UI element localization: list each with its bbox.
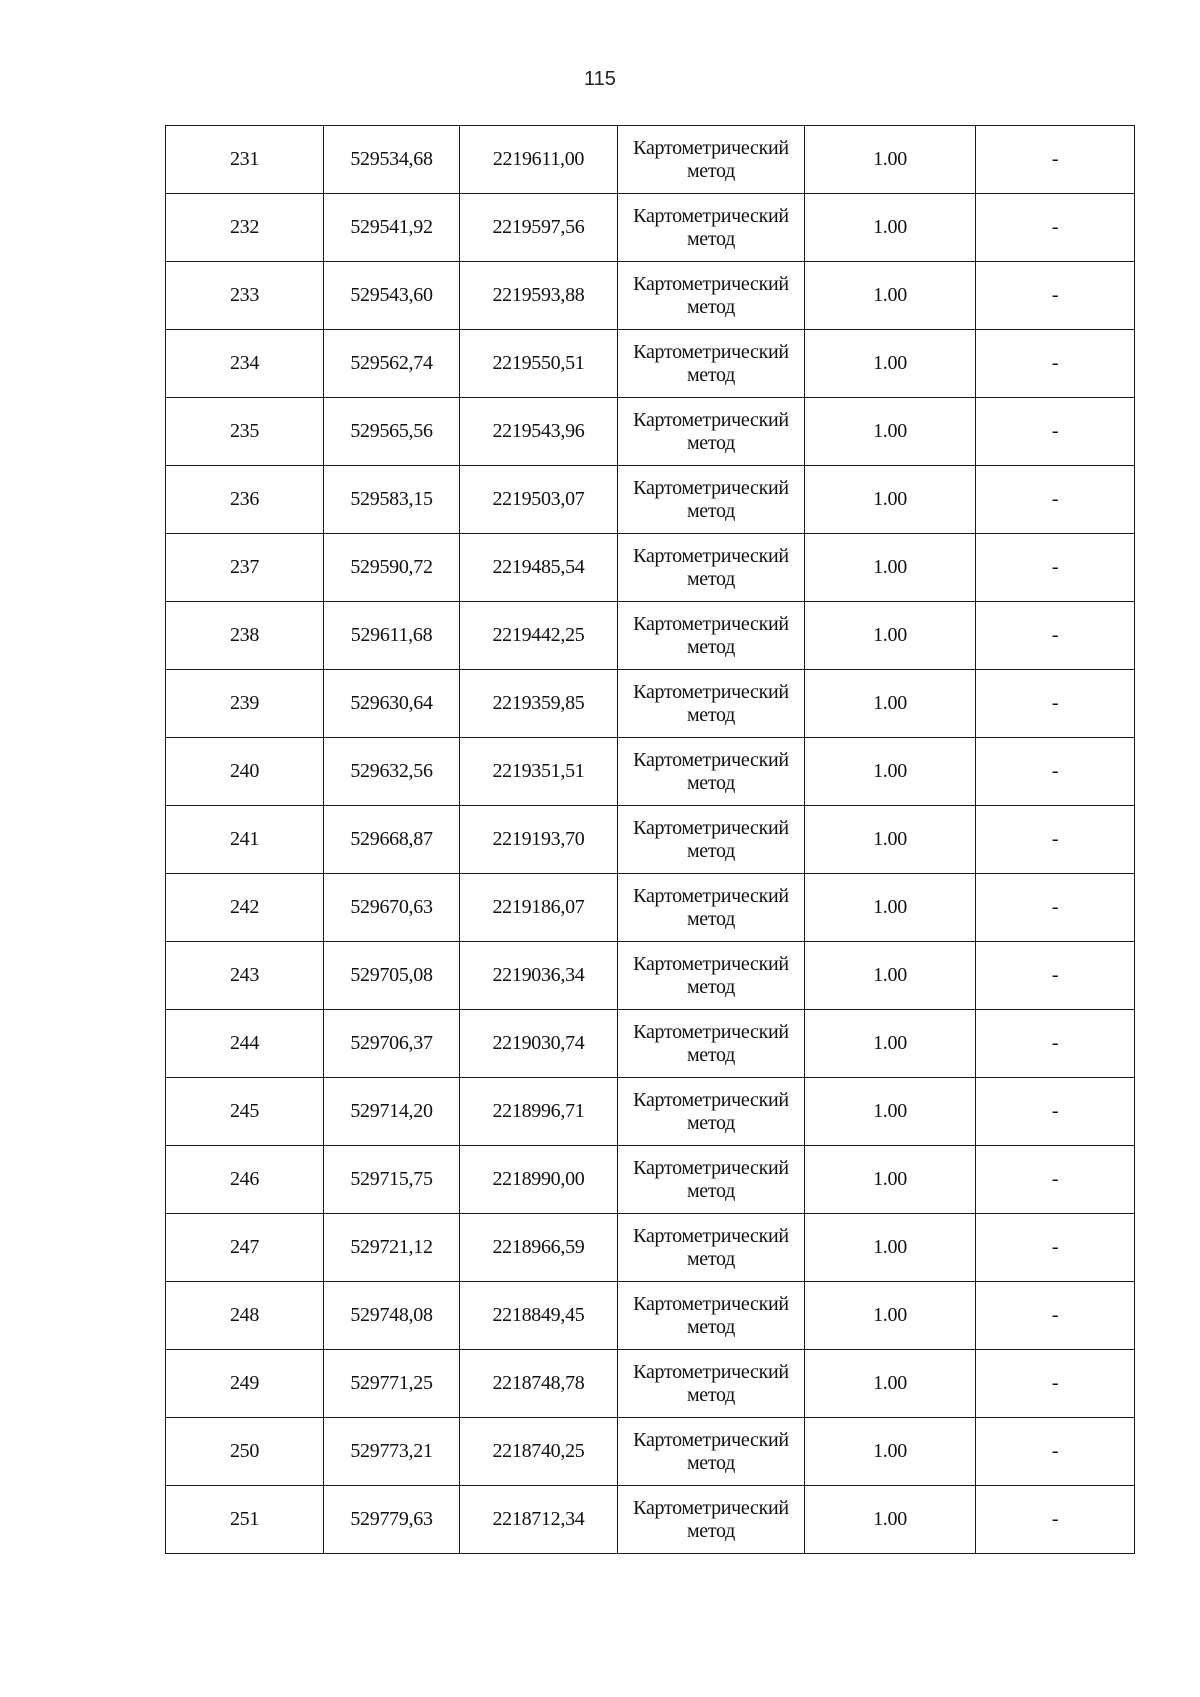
x-coordinate-cell: 529541,92 (324, 194, 460, 262)
method-cell (618, 330, 805, 398)
method-cell (618, 806, 805, 874)
accuracy-cell: 1.00 (805, 1010, 976, 1078)
table-row (166, 1146, 1135, 1214)
note-cell: - (976, 262, 1135, 330)
x-coordinate-cell: 529779,63 (324, 1486, 460, 1554)
method-cell (618, 602, 805, 670)
x-coordinate-cell: 529706,37 (324, 1010, 460, 1078)
note-cell: - (976, 534, 1135, 602)
accuracy-cell: 1.00 (805, 738, 976, 806)
method-line-1: Картометрический (633, 680, 789, 703)
accuracy-cell: 1.00 (805, 942, 976, 1010)
accuracy-cell: 1.00 (805, 262, 976, 330)
table-row (166, 1486, 1135, 1554)
note-cell: - (976, 670, 1135, 738)
x-coordinate-cell: 529721,12 (324, 1214, 460, 1282)
x-coordinate-cell: 529590,72 (324, 534, 460, 602)
method-cell (618, 398, 805, 466)
y-coordinate-cell: 2219593,88 (460, 262, 618, 330)
x-coordinate-cell: 529714,20 (324, 1078, 460, 1146)
note-cell: - (976, 126, 1135, 194)
method-line-2: метод (686, 1179, 736, 1202)
note-cell: - (976, 1282, 1135, 1350)
note-cell: - (976, 602, 1135, 670)
y-coordinate-cell: 2219442,25 (460, 602, 618, 670)
point-number-cell: 236 (166, 466, 324, 534)
y-coordinate-cell: 2219611,00 (460, 126, 618, 194)
method-cell (618, 1010, 805, 1078)
y-coordinate-cell: 2218748,78 (460, 1350, 618, 1418)
accuracy-cell: 1.00 (805, 1214, 976, 1282)
method-line-1: Картометрический (633, 476, 789, 499)
x-coordinate-cell: 529668,87 (324, 806, 460, 874)
point-number-cell: 244 (166, 1010, 324, 1078)
x-coordinate-cell: 529748,08 (324, 1282, 460, 1350)
method-line-1: Картометрический (633, 884, 789, 907)
table-row (166, 330, 1135, 398)
method-cell (618, 126, 805, 194)
point-number-cell: 248 (166, 1282, 324, 1350)
method-cell (618, 738, 805, 806)
accuracy-cell: 1.00 (805, 1078, 976, 1146)
point-number-cell: 250 (166, 1418, 324, 1486)
method-line-1: Картометрический (633, 1224, 789, 1247)
table-row (166, 262, 1135, 330)
accuracy-cell: 1.00 (805, 1146, 976, 1214)
method-line-2: метод (686, 1247, 736, 1270)
method-line-2: метод (686, 499, 736, 522)
method-line-2: метод (686, 295, 736, 318)
point-number-cell: 231 (166, 126, 324, 194)
method-line-2: метод (686, 1383, 736, 1406)
method-line-1: Картометрический (633, 340, 789, 363)
accuracy-cell: 1.00 (805, 602, 976, 670)
table-row (166, 1350, 1135, 1418)
note-cell: - (976, 330, 1135, 398)
x-coordinate-cell: 529771,25 (324, 1350, 460, 1418)
note-cell: - (976, 194, 1135, 262)
y-coordinate-cell: 2218996,71 (460, 1078, 618, 1146)
method-cell (618, 1486, 805, 1554)
method-line-2: метод (686, 1111, 736, 1134)
note-cell: - (976, 1486, 1135, 1554)
y-coordinate-cell: 2219036,34 (460, 942, 618, 1010)
note-cell: - (976, 874, 1135, 942)
note-cell: - (976, 1214, 1135, 1282)
accuracy-cell: 1.00 (805, 398, 976, 466)
table-row (166, 942, 1135, 1010)
method-line-2: метод (686, 1043, 736, 1066)
method-line-1: Картометрический (633, 952, 789, 975)
table-row (166, 126, 1135, 194)
method-cell (618, 1146, 805, 1214)
y-coordinate-cell: 2219503,07 (460, 466, 618, 534)
x-coordinate-cell: 529543,60 (324, 262, 460, 330)
method-line-1: Картометрический (633, 1020, 789, 1043)
x-coordinate-cell: 529715,75 (324, 1146, 460, 1214)
table-row (166, 1010, 1135, 1078)
method-line-1: Картометрический (633, 1292, 789, 1315)
table-row (166, 194, 1135, 262)
x-coordinate-cell: 529632,56 (324, 738, 460, 806)
y-coordinate-cell: 2219543,96 (460, 398, 618, 466)
method-line-2: метод (686, 227, 736, 250)
point-number-cell: 232 (166, 194, 324, 262)
point-number-cell: 247 (166, 1214, 324, 1282)
accuracy-cell: 1.00 (805, 806, 976, 874)
method-line-2: метод (686, 1519, 736, 1542)
point-number-cell: 242 (166, 874, 324, 942)
method-line-1: Картометрический (633, 544, 789, 567)
x-coordinate-cell: 529565,56 (324, 398, 460, 466)
x-coordinate-cell: 529562,74 (324, 330, 460, 398)
table-row (166, 398, 1135, 466)
point-number-cell: 239 (166, 670, 324, 738)
y-coordinate-cell: 2219351,51 (460, 738, 618, 806)
method-cell (618, 670, 805, 738)
accuracy-cell: 1.00 (805, 194, 976, 262)
method-line-2: метод (686, 159, 736, 182)
method-line-2: метод (686, 771, 736, 794)
accuracy-cell: 1.00 (805, 466, 976, 534)
method-line-1: Картометрический (633, 408, 789, 431)
note-cell: - (976, 1418, 1135, 1486)
point-number-cell: 251 (166, 1486, 324, 1554)
method-cell (618, 1214, 805, 1282)
method-cell (618, 874, 805, 942)
note-cell: - (976, 806, 1135, 874)
method-line-2: метод (686, 839, 736, 862)
method-line-1: Картометрический (633, 1496, 789, 1519)
accuracy-cell: 1.00 (805, 534, 976, 602)
table-row (166, 806, 1135, 874)
method-line-1: Картометрический (633, 1428, 789, 1451)
table-row (166, 738, 1135, 806)
y-coordinate-cell: 2218740,25 (460, 1418, 618, 1486)
note-cell: - (976, 466, 1135, 534)
point-number-cell: 233 (166, 262, 324, 330)
method-line-2: метод (686, 975, 736, 998)
note-cell: - (976, 1010, 1135, 1078)
method-line-2: метод (686, 431, 736, 454)
x-coordinate-cell: 529583,15 (324, 466, 460, 534)
point-number-cell: 246 (166, 1146, 324, 1214)
x-coordinate-cell: 529773,21 (324, 1418, 460, 1486)
method-line-1: Картометрический (633, 272, 789, 295)
point-number-cell: 234 (166, 330, 324, 398)
y-coordinate-cell: 2218849,45 (460, 1282, 618, 1350)
y-coordinate-cell: 2219359,85 (460, 670, 618, 738)
y-coordinate-cell: 2219597,56 (460, 194, 618, 262)
method-line-1: Картометрический (633, 1156, 789, 1179)
point-number-cell: 240 (166, 738, 324, 806)
x-coordinate-cell: 529611,68 (324, 602, 460, 670)
y-coordinate-cell: 2218990,00 (460, 1146, 618, 1214)
note-cell: - (976, 398, 1135, 466)
method-cell (618, 262, 805, 330)
point-number-cell: 249 (166, 1350, 324, 1418)
method-line-1: Картометрический (633, 1088, 789, 1111)
x-coordinate-cell: 529705,08 (324, 942, 460, 1010)
accuracy-cell: 1.00 (805, 126, 976, 194)
method-line-2: метод (686, 567, 736, 590)
x-coordinate-cell: 529630,64 (324, 670, 460, 738)
method-cell (618, 1078, 805, 1146)
note-cell: - (976, 1146, 1135, 1214)
x-coordinate-cell: 529534,68 (324, 126, 460, 194)
accuracy-cell: 1.00 (805, 1486, 976, 1554)
table-row (166, 1214, 1135, 1282)
coordinates-table-body (166, 126, 1135, 1554)
point-number-cell: 243 (166, 942, 324, 1010)
method-line-1: Картометрический (633, 204, 789, 227)
table-row (166, 1078, 1135, 1146)
method-cell (618, 194, 805, 262)
point-number-cell: 235 (166, 398, 324, 466)
point-number-cell: 238 (166, 602, 324, 670)
table-row (166, 874, 1135, 942)
method-line-1: Картометрический (633, 1360, 789, 1383)
table-row (166, 602, 1135, 670)
method-cell (618, 1418, 805, 1486)
method-cell (618, 1282, 805, 1350)
method-line-2: метод (686, 635, 736, 658)
table-row (166, 1418, 1135, 1486)
accuracy-cell: 1.00 (805, 1418, 976, 1486)
method-line-1: Картометрический (633, 612, 789, 635)
table-row (166, 466, 1135, 534)
point-number-cell: 237 (166, 534, 324, 602)
table-row (166, 1282, 1135, 1350)
method-line-2: метод (686, 1315, 736, 1338)
y-coordinate-cell: 2218712,34 (460, 1486, 618, 1554)
note-cell: - (976, 942, 1135, 1010)
y-coordinate-cell: 2219186,07 (460, 874, 618, 942)
method-cell (618, 534, 805, 602)
accuracy-cell: 1.00 (805, 1350, 976, 1418)
accuracy-cell: 1.00 (805, 330, 976, 398)
accuracy-cell: 1.00 (805, 670, 976, 738)
table-row (166, 534, 1135, 602)
method-cell (618, 466, 805, 534)
method-line-2: метод (686, 703, 736, 726)
method-line-1: Картометрический (633, 748, 789, 771)
method-line-2: метод (686, 1451, 736, 1474)
note-cell: - (976, 1078, 1135, 1146)
note-cell: - (976, 1350, 1135, 1418)
method-line-1: Картометрический (633, 136, 789, 159)
y-coordinate-cell: 2219030,74 (460, 1010, 618, 1078)
y-coordinate-cell: 2219550,51 (460, 330, 618, 398)
method-line-2: метод (686, 907, 736, 930)
page-number: 115 (584, 68, 616, 90)
x-coordinate-cell: 529670,63 (324, 874, 460, 942)
accuracy-cell: 1.00 (805, 874, 976, 942)
method-cell (618, 942, 805, 1010)
note-cell: - (976, 738, 1135, 806)
point-number-cell: 241 (166, 806, 324, 874)
method-line-1: Картометрический (633, 816, 789, 839)
table-row (166, 670, 1135, 738)
coordinates-table (165, 125, 1135, 1554)
y-coordinate-cell: 2219485,54 (460, 534, 618, 602)
point-number-cell: 245 (166, 1078, 324, 1146)
accuracy-cell: 1.00 (805, 1282, 976, 1350)
y-coordinate-cell: 2218966,59 (460, 1214, 618, 1282)
method-line-2: метод (686, 363, 736, 386)
method-cell (618, 1350, 805, 1418)
y-coordinate-cell: 2219193,70 (460, 806, 618, 874)
